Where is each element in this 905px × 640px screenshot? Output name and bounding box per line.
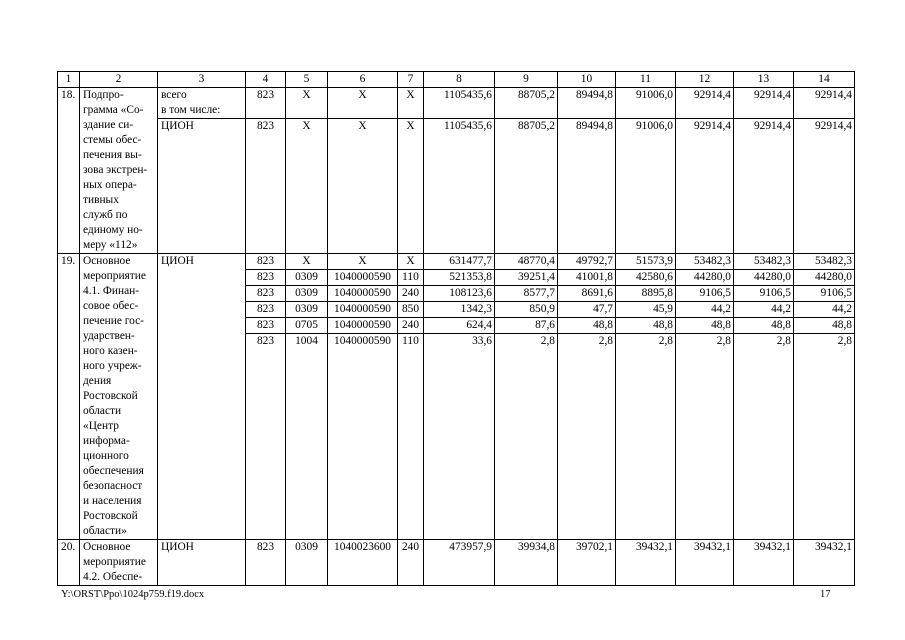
sub-line: 47,7 xyxy=(558,302,615,318)
row-number: 20. xyxy=(58,540,80,586)
sub-line: 823 xyxy=(246,254,285,270)
header-cell: 1 xyxy=(58,72,80,88)
sub-line: 44280,0 xyxy=(676,270,733,286)
grbs-cell xyxy=(246,254,286,540)
sub-line: 2,8 xyxy=(716,335,731,347)
sub-line: 39251,4 xyxy=(495,270,557,286)
sub-line: 44280,0 xyxy=(794,270,854,286)
sub-line: Х xyxy=(398,254,423,270)
value-cell xyxy=(616,254,676,540)
sub-line: 9106,5 xyxy=(676,286,733,302)
row-name: Основное мероприятие 4.1. Финан- совое обес- печение гос- ударствен- ного казен- ного учреж- дения Ростовской области «Центр информа- ционного обеспечения безопасност и населения Ростовской области» xyxy=(80,254,158,540)
sub-line: 44,2 xyxy=(794,302,854,318)
value-cell: 39432,1 xyxy=(734,540,794,586)
value-cell: 92914,4 xyxy=(676,119,734,254)
sub-line: 44280,0 xyxy=(734,270,793,286)
sub-line: 1040000590 xyxy=(328,270,397,286)
sub-line: 2,8 xyxy=(658,335,673,347)
sub-line: 0309 xyxy=(286,270,327,286)
sub-line: 44,2 xyxy=(734,302,793,318)
row-name: Основное мероприятие 4.2. Обеспе- xyxy=(80,540,158,586)
value-cell: 89494,8 xyxy=(558,88,616,119)
grbs-cell: 823 xyxy=(246,119,286,254)
value-cell: 473957,9 xyxy=(424,540,495,586)
header-cell: 10 xyxy=(558,72,616,88)
sub-line: 850,9 xyxy=(495,302,557,318)
value-cell: 92914,4 xyxy=(794,88,855,119)
rzpr-cell: 0309 xyxy=(286,540,328,586)
header-cell: 12 xyxy=(676,72,734,88)
value-cell: 1105435,6 xyxy=(424,88,495,119)
value-cell: 89494,8 xyxy=(558,119,616,254)
sub-line: 9106,5 xyxy=(734,286,793,302)
sub-line: 53482,3 xyxy=(794,254,854,270)
sub-line: 0705 xyxy=(286,318,327,334)
value-cell: 39432,1 xyxy=(794,540,855,586)
sub-line: 45,9 xyxy=(616,302,675,318)
sub-line: 823 xyxy=(246,302,285,318)
value-cell: 39432,1 xyxy=(616,540,676,586)
sub-line: 2,8 xyxy=(540,335,555,347)
sub-line: 0309 xyxy=(286,286,327,302)
sub-line: 8577,7 xyxy=(495,286,557,302)
value-cell: 92914,4 xyxy=(676,88,734,119)
value-cell: 92914,4 xyxy=(734,119,794,254)
sub-line: 48,8 xyxy=(616,318,675,334)
table-row-19 xyxy=(58,254,855,540)
vr-cell: 240 xyxy=(398,540,424,586)
sub-line: 48,8 xyxy=(794,318,854,334)
sub-line: 8691,6 xyxy=(558,286,615,302)
header-cell: 5 xyxy=(286,72,328,88)
sub-line: 1342,3 xyxy=(424,302,494,318)
value-cell: 39432,1 xyxy=(676,540,734,586)
sub-line: 48,8 xyxy=(558,318,615,334)
value-cell: 92914,4 xyxy=(734,88,794,119)
sub-line: 48,8 xyxy=(734,318,793,334)
sub-line: 108123,6 xyxy=(424,286,494,302)
sub-line: 9106,5 xyxy=(794,286,854,302)
vr-cell: Х xyxy=(398,88,424,119)
page-number: 17 xyxy=(820,589,831,600)
value-cell: 39934,8 xyxy=(495,540,558,586)
header-cell: 8 xyxy=(424,72,495,88)
rzpr-cell: Х xyxy=(286,88,328,119)
sub-line: 48,8 xyxy=(676,318,733,334)
value-cell: 1105435,6 xyxy=(424,119,495,254)
sub-line: 44,2 xyxy=(676,302,733,318)
executor-cell: ЦИОН xyxy=(158,119,246,254)
sub-line: 53482,3 xyxy=(734,254,793,270)
sub-line: 823 xyxy=(246,286,285,302)
header-cell: 9 xyxy=(495,72,558,88)
sub-line: 240 xyxy=(398,286,423,302)
sub-line: 0309 xyxy=(286,302,327,318)
sub-line: 631477,7 xyxy=(424,254,494,270)
sub-line: 1040000590 xyxy=(334,335,391,347)
grbs-cell: 823 xyxy=(246,540,286,586)
csr-cell: Х xyxy=(328,88,398,119)
sub-line: 823 xyxy=(256,335,275,347)
csr-cell: 1040023600 xyxy=(328,540,398,586)
budget-table xyxy=(57,71,855,586)
value-cell: 39702,1 xyxy=(558,540,616,586)
footer-file-path: Y:\ORST\Ppo\1024p759.f19.docx xyxy=(61,589,205,600)
csr-cell xyxy=(328,254,398,540)
sub-line: 2,8 xyxy=(837,335,852,347)
value-cell: 92914,4 xyxy=(794,119,855,254)
sub-line: 823 xyxy=(246,318,285,334)
executor-cell: всего в том числе: xyxy=(158,88,246,119)
value-cell xyxy=(558,254,616,540)
sub-line: Х xyxy=(286,254,327,270)
header-cell: 4 xyxy=(246,72,286,88)
header-row xyxy=(58,72,855,88)
row-number: 19. xyxy=(58,254,80,540)
header-cell: 11 xyxy=(616,72,676,88)
header-cell: 14 xyxy=(794,72,855,88)
sub-line: 1040000590 xyxy=(328,318,397,334)
row-number: 18. xyxy=(58,88,80,254)
rzpr-cell xyxy=(286,254,328,540)
vr-cell: Х xyxy=(398,119,424,254)
sub-line: 1040000590 xyxy=(328,302,397,318)
value-cell: 91006,0 xyxy=(616,119,676,254)
sub-line: 1004 xyxy=(295,335,318,347)
sub-line: 624,4 xyxy=(424,318,494,334)
sub-line: 521353,8 xyxy=(424,270,494,286)
row-name: Подпро- грамма «Со- здание си- стемы обес- печения вы- зова экстрен- ных опера- тивных служб по единому но- меру «112» xyxy=(80,88,158,254)
sub-line: 1040000590 xyxy=(328,286,397,302)
sub-line: 53482,3 xyxy=(676,254,733,270)
header-cell: 2 xyxy=(80,72,158,88)
csr-cell: Х xyxy=(328,119,398,254)
grbs-cell: 823 xyxy=(246,88,286,119)
sub-line: 110 xyxy=(402,335,419,347)
executor-cell: ЦИОН xyxy=(158,254,246,540)
header-cell: 6 xyxy=(328,72,398,88)
value-cell xyxy=(424,254,495,540)
vr-cell xyxy=(398,254,424,540)
sub-line: 240 xyxy=(398,318,423,334)
sub-line: 2,8 xyxy=(598,335,613,347)
header-cell: 3 xyxy=(158,72,246,88)
value-cell: 88705,2 xyxy=(495,88,558,119)
value-cell xyxy=(495,254,558,540)
sub-line: 49792,7 xyxy=(558,254,615,270)
table-row-20 xyxy=(58,540,855,586)
sub-line: 110 xyxy=(398,270,423,286)
sub-line: 41001,8 xyxy=(558,270,615,286)
sub-line: 850 xyxy=(398,302,423,318)
value-cell: 91006,0 xyxy=(616,88,676,119)
sub-line: 87,6 xyxy=(495,318,557,334)
sub-line: 51573,9 xyxy=(616,254,675,270)
value-cell xyxy=(676,254,734,540)
sub-line: 33,6 xyxy=(472,335,492,347)
sub-line: Х xyxy=(328,254,397,270)
value-cell xyxy=(794,254,855,540)
header-cell: 13 xyxy=(734,72,794,88)
sub-line: 823 xyxy=(246,270,285,286)
value-cell xyxy=(734,254,794,540)
sub-line: 2,8 xyxy=(776,335,791,347)
rzpr-cell: Х xyxy=(286,119,328,254)
sub-line: 8895,8 xyxy=(616,286,675,302)
sub-line: 42580,6 xyxy=(616,270,675,286)
value-cell: 88705,2 xyxy=(495,119,558,254)
table-row-18b xyxy=(58,119,855,254)
header-cell: 7 xyxy=(398,72,424,88)
sub-line: 48770,4 xyxy=(495,254,557,270)
executor-cell: ЦИОН xyxy=(158,540,246,586)
table-row-18a xyxy=(58,88,855,119)
